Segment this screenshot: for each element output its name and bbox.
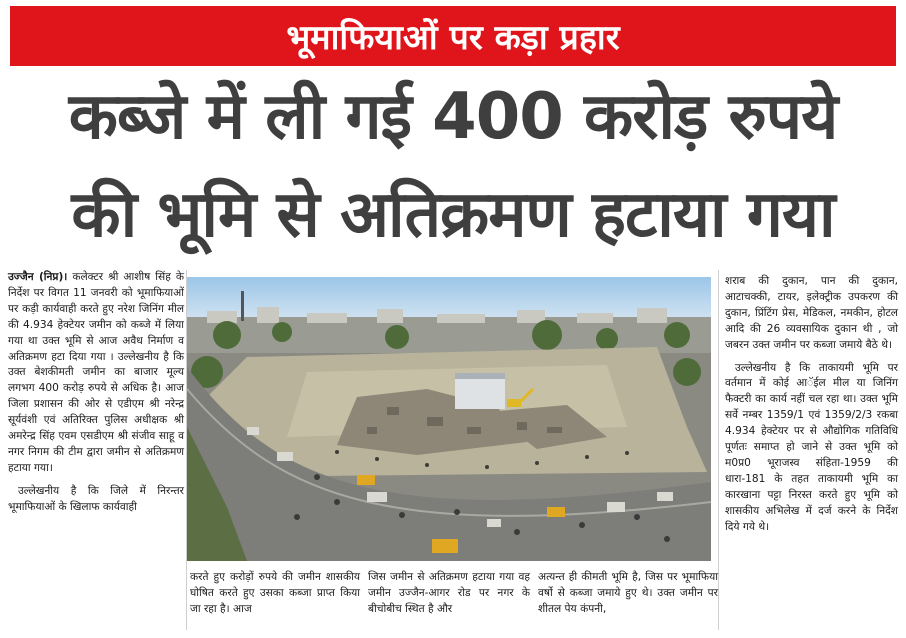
headline-line-1: कब्जे में ली गई 400 करोड़ रुपये: [68, 80, 838, 154]
kicker-banner: [10, 6, 896, 66]
column-divider: [718, 270, 719, 630]
article-column-right: [725, 274, 898, 536]
article-text: कलेक्टर श्री आशीष सिंह के निर्देश पर विगत 11 जनवरी को भूमाफियाओं पर कड़ी कार्यवाही करते हुए नरेश जिनिंग मील की 4.934 हेक्टेयर जमीन को कब्जे में लिया गया था उक्त भूमि से आज अवैध निर्माण व अतिक्रमण हटा दिया गया । उल्लेखनीय है कि उक्त बेशकीमती जमीन का बाजार मूल्य लगभग 400 करोड़ रुपये से अधिक है। आज जिला प्रशासन की ओर से एडीएम श्री नरेन्द्र सूर्यवंशी एवं अतिरिक्त पुलिस अधीक्षक श्री अमरेन्द्र सिंह एवम एसडीएम श्री संजीव साहू व नगर निगम की टीम द्वारा जमीन से अतिक्रमण हटाया गया।: [8, 271, 184, 474]
article-column-bottom-2: जिस जमीन से अतिक्रमण हटाया गया वह जमीन उज्जैन-आगर रोड पर नगर के बीचोबीच स्थित है और: [368, 571, 530, 615]
article-paragraph: उल्लेखनीय है कि जिले में निरन्तर भूमाफियाओं के खिलाफ कार्यवाही: [8, 484, 184, 513]
article-column-bottom-3: अत्यन्त ही कीमती भूमि है, जिस पर भूमाफिया वर्षो से कब्जा जमाये हुए थे। उक्त जमीन पर शीतल पेय कंपनी,: [538, 571, 718, 615]
news-photo-demolition-site: [187, 277, 711, 561]
dateline: उज्जैन (निप्र)।: [8, 271, 68, 283]
article-paragraph: उल्लेखनीय है कि ताकायमी भूमि पर वर्तमान में कोई आॅईल मील या जिनिंग फैक्टरी का कार्य नहीं चल रहा था। उक्त भूमि सर्वे नम्बर 1359/1 एवं 1359/2/3 रकबा 4.934 हेक्टेयर पर से औद्योगिक गतिविधि पूर्णतः समाप्त हो जाने से उक्त भूमि को म0प्र0 भूराजस्व संहिता-1959 की धारा-181 के तहत ताकायमी भूमि का कारखाना पट्टा निरस्त करते हुए भूमि को शासकीय अभिलेख में दर्ज करने के निर्देश दिये गये थे।: [725, 361, 898, 533]
headline-line-2: की भूमि से अतिक्रमण हटाया गया: [71, 178, 835, 252]
kicker-text: भूमाफियाओं पर कड़ा प्रहार: [286, 18, 620, 58]
article-paragraph: [8, 270, 184, 477]
article-column-left: [8, 270, 184, 516]
article-column-bottom-1: करते हुए करोड़ों रुपये की जमीन शासकीय घोषित करते हुए उसका कब्जा प्राप्त किया जा रहा है। आज: [190, 571, 360, 615]
article-paragraph: शराब की दुकान, पान की दुकान, आटाचक्की, टायर, इलेक्ट्रीक उपकरण की दुकान, प्रिंटिंग प्रेस, मेडिकल, नमकीन, होटल आदि की 26 व्यवसायिक दुकान थी , जो जबरन उक्त जमीन पर कब्जा जमाये बैठे थे।: [725, 275, 898, 351]
